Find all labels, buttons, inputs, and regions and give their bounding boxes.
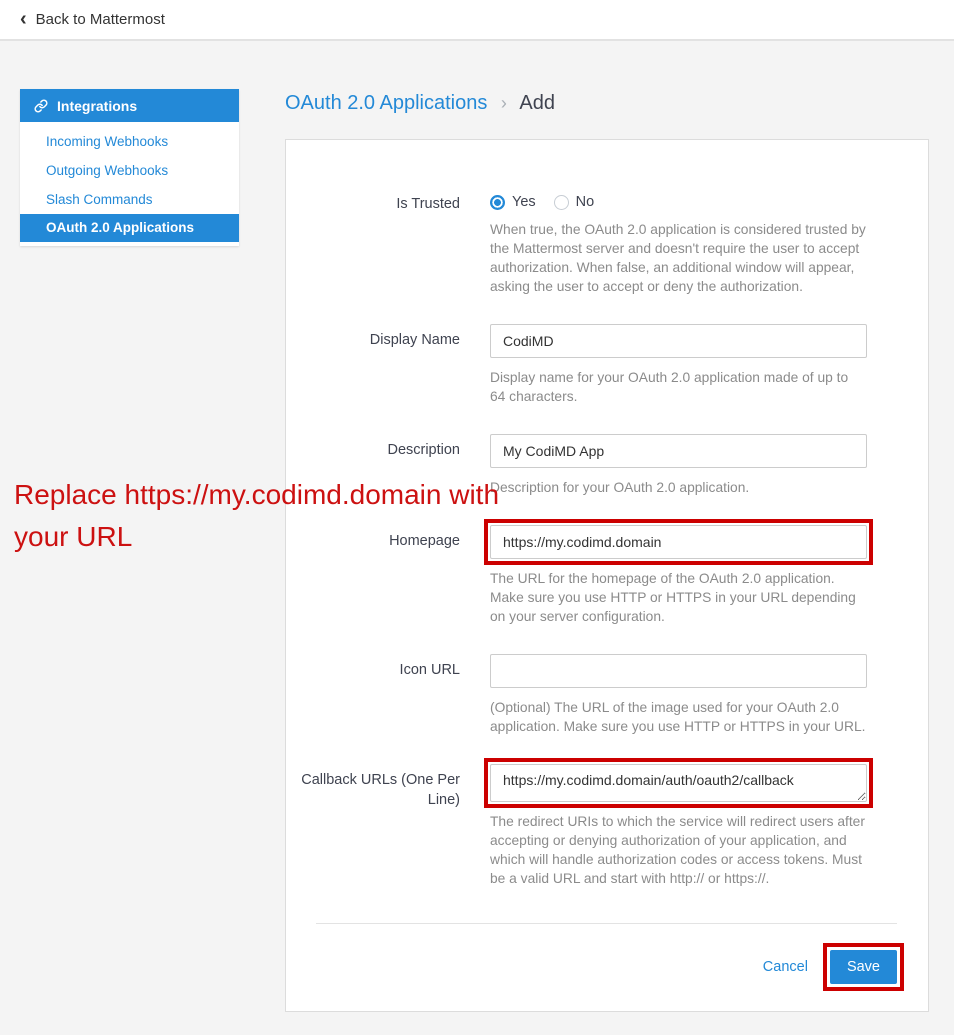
breadcrumb-parent-link[interactable]: OAuth 2.0 Applications bbox=[285, 92, 488, 114]
sidebar-item-outgoing-webhooks[interactable]: Outgoing Webhooks bbox=[46, 163, 169, 178]
save-button[interactable]: Save bbox=[830, 950, 897, 984]
display-name-help: Display name for your OAuth 2.0 application made of up to 64 characters. bbox=[490, 370, 849, 405]
callback-urls-help: The redirect URIs to which the service will redirect users after accepting or denying authorization of your application, and which will handle authorization codes or access tokens. Must be a valid URL and start with http:// or https://. bbox=[490, 814, 865, 887]
back-chevron-icon: ‹ bbox=[20, 7, 27, 30]
is-trusted-yes-radio[interactable] bbox=[490, 194, 536, 210]
back-to-mattermost-link[interactable]: Back to Mattermost bbox=[35, 11, 165, 28]
homepage-annotation-box bbox=[484, 519, 873, 565]
breadcrumb-current: Add bbox=[519, 92, 555, 114]
callback-urls-annotation-box bbox=[484, 758, 873, 808]
description-label: Description bbox=[387, 442, 460, 459]
top-bar bbox=[0, 0, 954, 41]
is-trusted-row bbox=[286, 188, 928, 296]
callback-urls-textarea[interactable] bbox=[490, 764, 867, 802]
link-icon bbox=[34, 99, 48, 113]
sidebar-item-oauth-applications[interactable]: OAuth 2.0 Applications bbox=[20, 214, 239, 242]
sidebar-item-slash-commands[interactable]: Slash Commands bbox=[46, 192, 153, 207]
callback-urls-label: Callback URLs (One Per Line) bbox=[301, 772, 460, 808]
icon-url-row bbox=[286, 654, 928, 736]
sidebar-item-incoming-webhooks[interactable]: Incoming Webhooks bbox=[46, 134, 169, 149]
save-annotation-box bbox=[823, 943, 904, 991]
is-trusted-help: When true, the OAuth 2.0 application is considered trusted by the Mattermost server and doesn't require the user to accept authorization. When false, an additional window will appear, asking the user to accept or deny the authorization. bbox=[490, 222, 866, 295]
is-trusted-radio-group bbox=[490, 188, 867, 210]
display-name-input[interactable] bbox=[490, 324, 867, 358]
homepage-label: Homepage bbox=[389, 533, 460, 550]
footer-divider bbox=[316, 923, 897, 924]
is-trusted-yes-label: Yes bbox=[512, 194, 536, 210]
icon-url-input[interactable] bbox=[490, 654, 867, 688]
radio-checked-icon bbox=[490, 195, 505, 210]
icon-url-label: Icon URL bbox=[399, 662, 460, 679]
breadcrumb bbox=[285, 92, 555, 115]
form-footer bbox=[286, 950, 928, 984]
radio-unchecked-icon bbox=[554, 195, 569, 210]
description-input[interactable] bbox=[490, 434, 867, 468]
homepage-help: The URL for the homepage of the OAuth 2.0 application. Make sure you use HTTP or HTTPS in your URL depending on your server configuration. bbox=[490, 571, 856, 625]
callback-urls-row bbox=[286, 764, 928, 888]
display-name-label: Display Name bbox=[369, 332, 460, 349]
sidebar-header-label: Integrations bbox=[57, 97, 138, 114]
is-trusted-no-radio[interactable] bbox=[554, 194, 595, 210]
is-trusted-label: Is Trusted bbox=[396, 196, 460, 212]
display-name-row bbox=[286, 324, 928, 406]
cancel-button[interactable]: Cancel bbox=[762, 958, 808, 975]
integrations-sidebar bbox=[20, 89, 239, 246]
breadcrumb-separator-icon: › bbox=[500, 93, 507, 113]
sidebar-list bbox=[20, 122, 239, 246]
homepage-input[interactable] bbox=[490, 525, 867, 559]
icon-url-help: (Optional) The URL of the image used for your OAuth 2.0 application. Make sure you use HTTP or HTTPS in your URL. bbox=[490, 700, 866, 735]
is-trusted-no-label: No bbox=[575, 194, 595, 210]
annotation-replace-url-text: Replace https://my.codimd.domain with your URL bbox=[14, 479, 500, 552]
description-help: Description for your OAuth 2.0 application. bbox=[490, 480, 750, 496]
sidebar-header-integrations bbox=[20, 89, 239, 122]
oauth-add-form-panel bbox=[285, 139, 929, 1012]
